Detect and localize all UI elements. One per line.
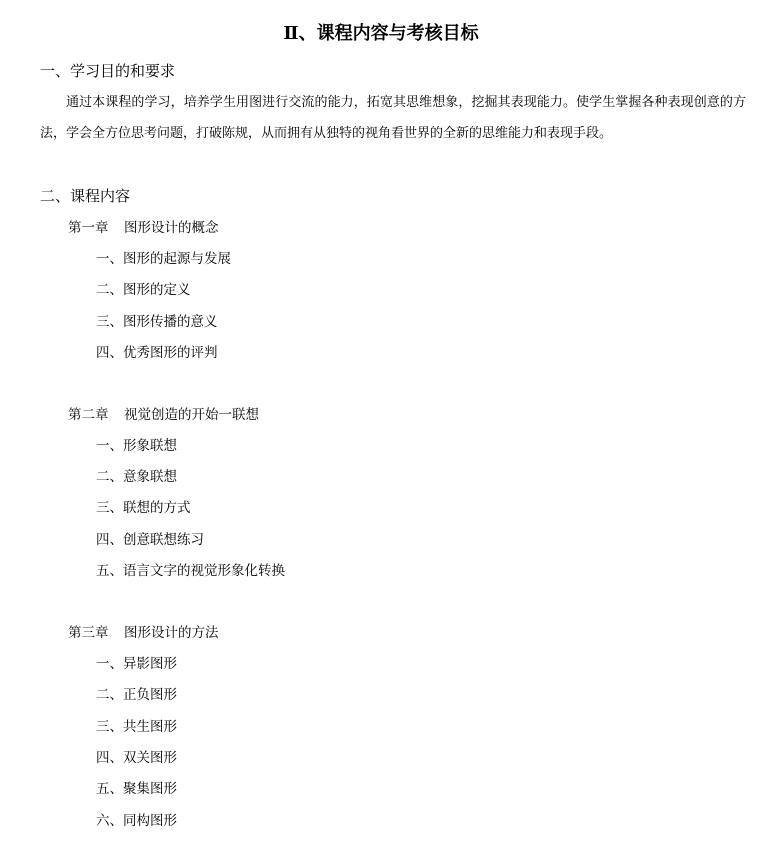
list-item: 三、共生图形 [96, 719, 177, 735]
chapter-title: 图形设计的方法 [124, 625, 219, 641]
page-title: Ⅱ、课程内容与考核目标 [283, 23, 479, 44]
chapter-heading [68, 218, 219, 238]
chapter-heading [68, 405, 259, 425]
chapter-number: 第二章 [68, 407, 109, 423]
list-item: 六、同构图形 [96, 813, 177, 829]
list-item: 五、语言文字的视觉形象化转换 [96, 563, 285, 579]
section-heading-learning-goals: 一、学习目的和要求 [40, 62, 176, 80]
chapter-heading [68, 623, 219, 643]
list-item: 一、形象联想 [96, 438, 177, 454]
list-item: 四、创意联想练习 [96, 532, 204, 548]
list-item: 三、联想的方式 [96, 500, 191, 516]
learning-goals-paragraph: 通过本课程的学习，培养学生用图进行交流的能力，拓宽其思维想象，挖掘其表现能力。使学生掌握各种表现创意的方法，学会全方位思考问题，打破陈规，从而拥有从独特的视角看世界的全新的思维能力和表现手段。 [40, 95, 746, 141]
list-item: 二、图形的定义 [96, 282, 191, 298]
chapter-number: 第一章 [68, 220, 109, 236]
chapter-title: 视觉创造的开始一联想 [124, 407, 259, 423]
list-item: 五、聚集图形 [96, 781, 177, 797]
list-item: 四、优秀图形的评判 [96, 345, 218, 361]
list-item: 四、双关图形 [96, 750, 177, 766]
chapter-title: 图形设计的概念 [124, 220, 219, 236]
list-item: 三、图形传播的意义 [96, 314, 218, 330]
list-item: 二、正负图形 [96, 687, 177, 703]
list-item: 一、图形的起源与发展 [96, 251, 231, 267]
chapter-number: 第三章 [68, 625, 109, 641]
list-item: 一、异影图形 [96, 656, 177, 672]
list-item: 二、意象联想 [96, 469, 177, 485]
section-heading-course-content: 二、课程内容 [40, 187, 131, 205]
